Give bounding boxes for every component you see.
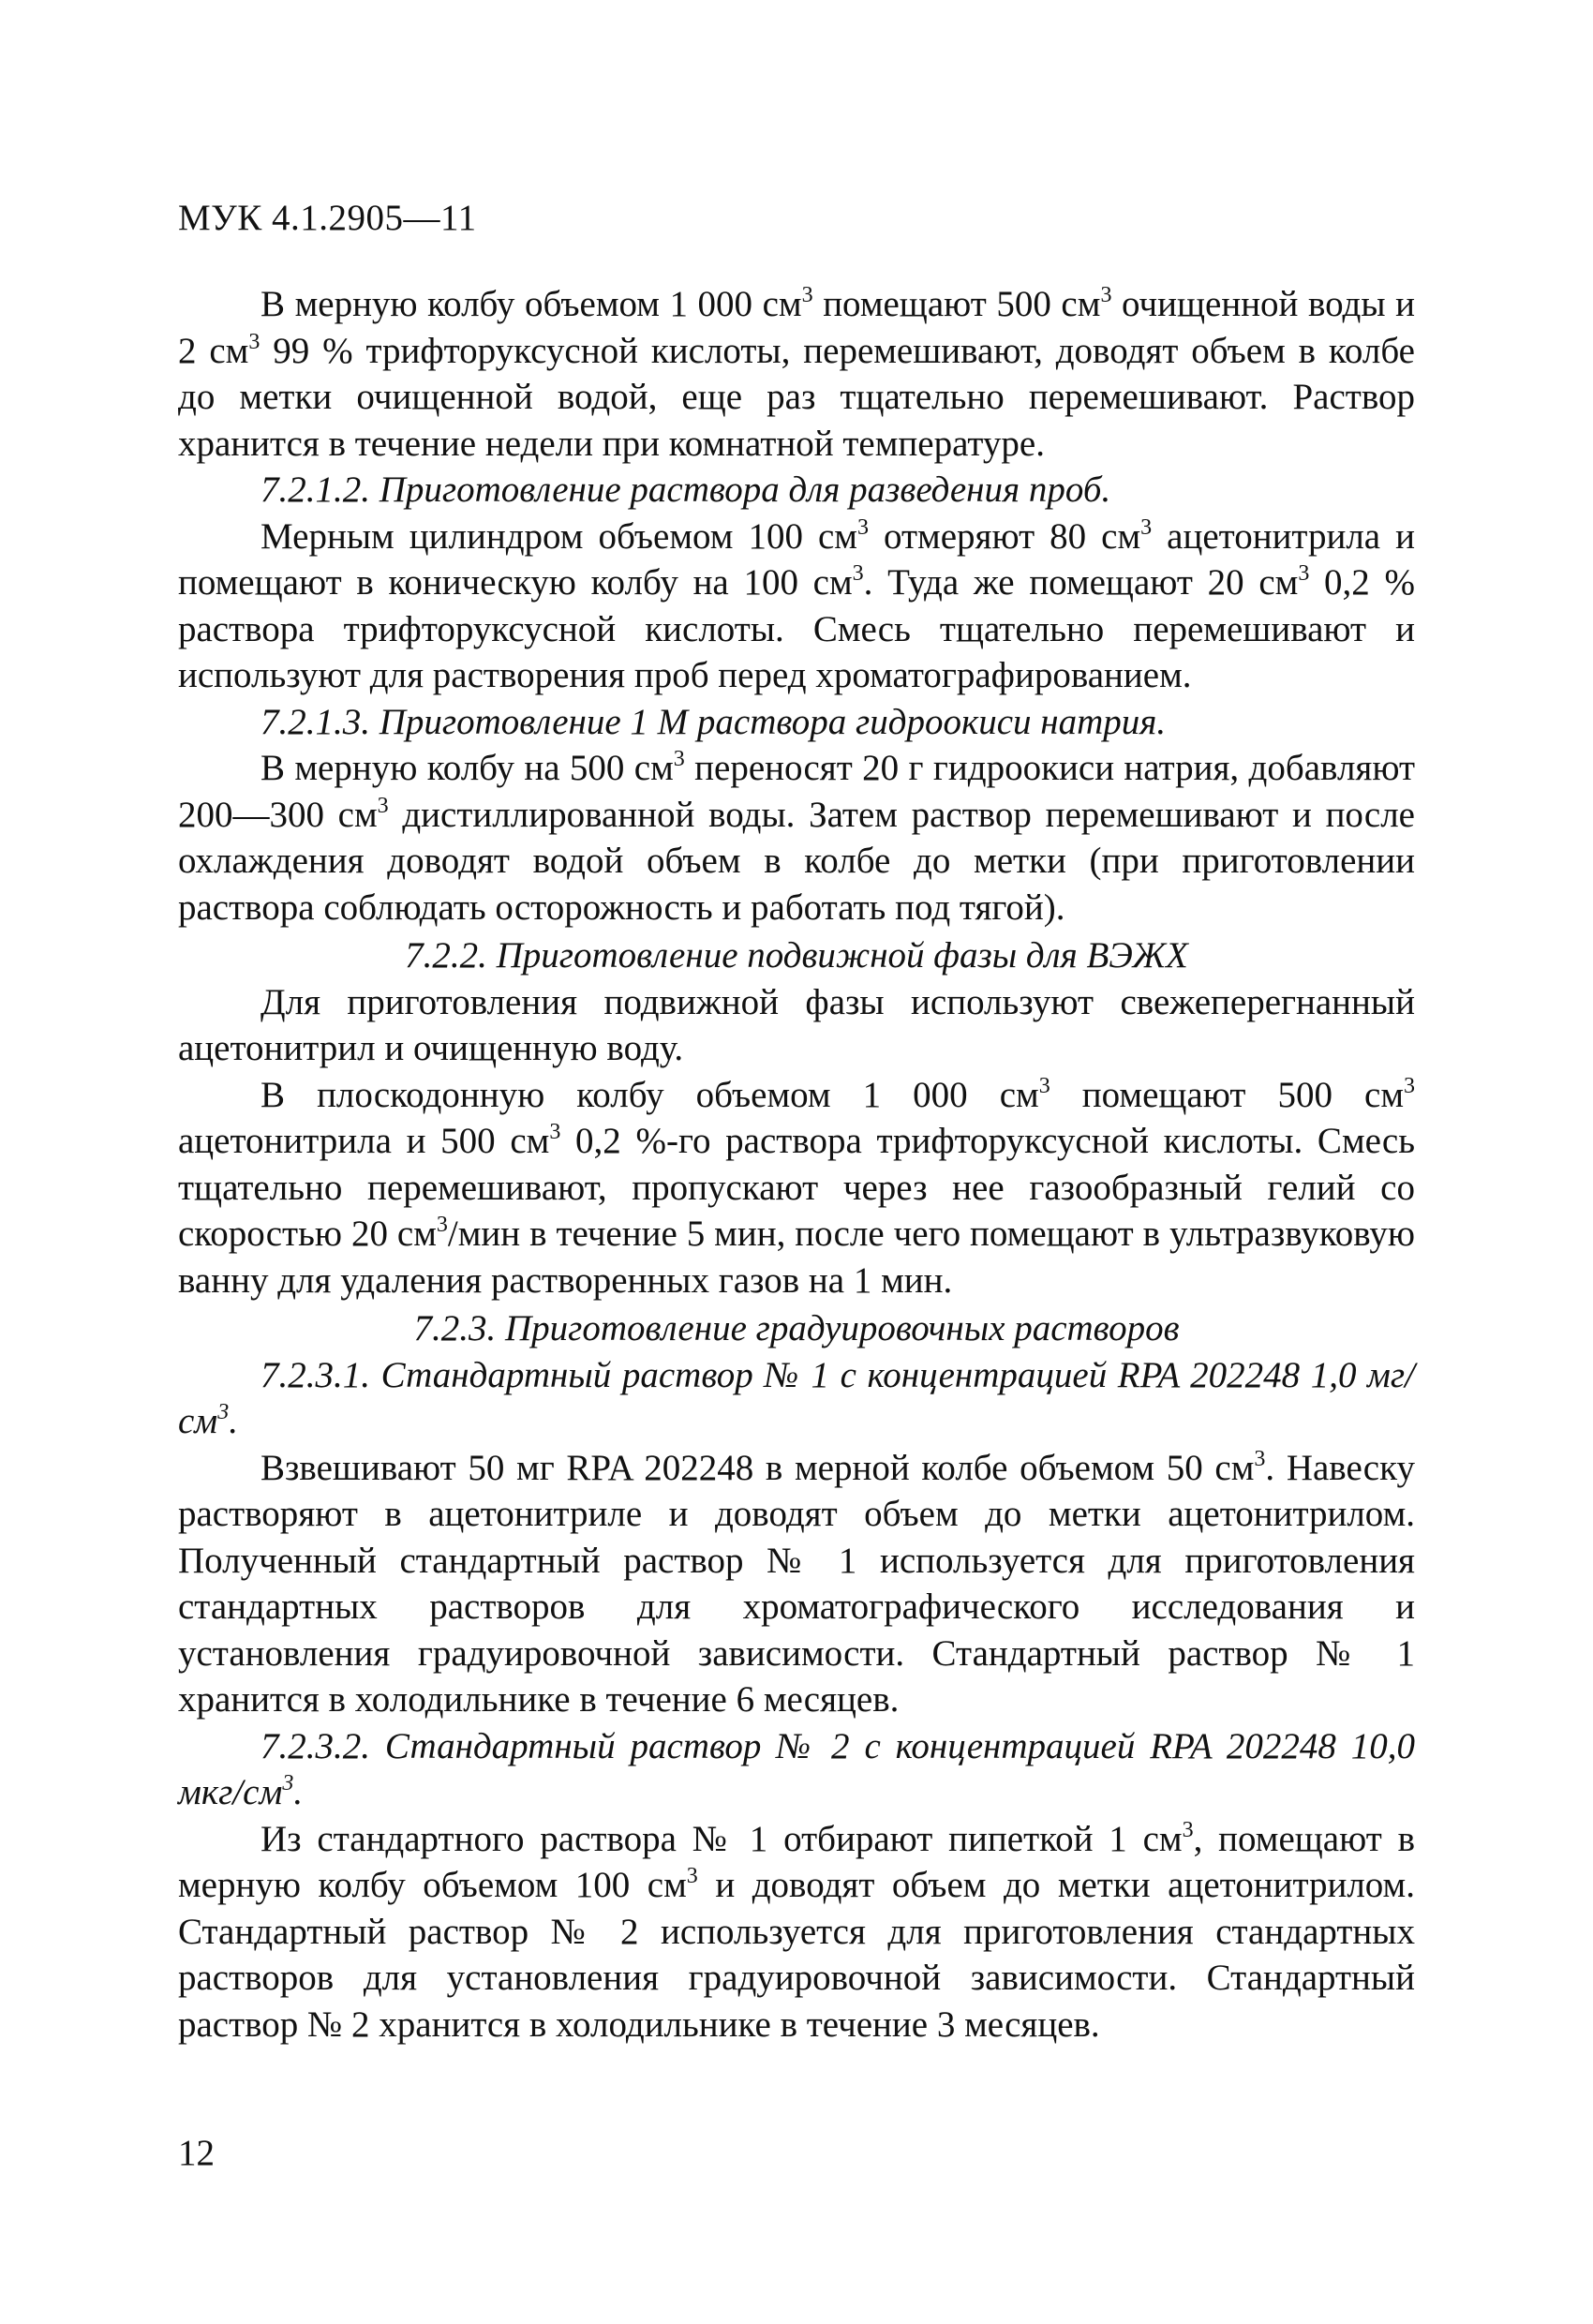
paragraph-standard-solution-2: Из стандартного раствора № 1 отбирают пипеткой 1 $см^3$, помещают в мерную колбу объемом 100 $см^3$ и доводят объем до метки ацетонитрилом. Стандартный раствор № 2 используется для приготовления стандартных растворов для установления градуировочной зависимости. Стандартный раствор № 2 хранится в холодильнике в течение 3 месяцев. <box>178 1817 1415 2045</box>
paragraph-flush-solution: В мерную колбу объемом 1 000 $см^3$ помещают 500 $см^3$ очищенной воды и 2 $см^3$ 99 % трифторуксусной кислоты, перемешивают, доводят объем в колбе до метки очищенной водой, еще раз тщательно перемешивают. Раствор хранится в течение недели при комнатной температуре. <box>178 283 1415 464</box>
document-body <box>178 281 1415 2048</box>
page-number: 12 <box>178 2133 215 2173</box>
superscript-3: 3 <box>282 1771 294 1795</box>
heading-7-2-3-2: 7.2.3.2. Стандартный раствор № 2 с концентрацией RPA 202248 10,0 мкг/$см^3$. <box>178 1725 1415 1812</box>
superscript-3: 3 <box>856 514 869 540</box>
superscript-3: 3 <box>1100 283 1112 307</box>
heading-7-2-1-3: 7.2.1.3. Приготовление 1 М раствора гидроокиси натрия. <box>261 701 1167 742</box>
paragraph-standard-solution-1: Взвешивают 50 мг RPA 202248 в мерной колбе объемом 50 $см^3$. Навеску растворяют в ацетонитриле и доводят объем до метки ацетонитрилом. Полученный стандартный раствор № 1 используется для приготовления стандартных растворов для хроматографического исследования и установления градуировочной зависимости. Стандартный раствор № 1 хранится в холодильнике в течение 6 месяцев. <box>178 1446 1415 1720</box>
superscript-3: 3 <box>801 283 813 307</box>
superscript-3: 3 <box>549 1120 561 1144</box>
superscript-3: 3 <box>248 329 261 354</box>
superscript-3: 3 <box>1182 1817 1194 1842</box>
paragraph-mobile-phase-intro: Для приготовления подвижной фазы используют свежеперегнанный ацетонитрил и очищенную воду. <box>178 981 1415 1068</box>
superscript-3: 3 <box>1140 514 1153 540</box>
heading-7-2-2: 7.2.2. Приготовление подвижной фазы для ВЭЖХ <box>405 935 1188 976</box>
document-code-header: МУК 4.1.2905—11 <box>178 198 477 238</box>
superscript-3: 3 <box>436 1213 448 1237</box>
superscript-3: 3 <box>1038 1073 1050 1098</box>
superscript-3: 3 <box>852 561 864 586</box>
superscript-3: 3 <box>1298 561 1310 586</box>
superscript-3: 3 <box>686 1864 698 1888</box>
superscript-3: 3 <box>377 793 389 818</box>
superscript-3: 3 <box>1254 1446 1266 1471</box>
heading-7-2-3: 7.2.3. Приготовление градуировочных растворов <box>413 1308 1180 1348</box>
superscript-3: 3 <box>217 1400 230 1424</box>
heading-7-2-1-2: 7.2.1.2. Приготовление раствора для разведения проб. <box>261 469 1111 510</box>
superscript-3: 3 <box>1404 1073 1415 1098</box>
heading-7-2-3-1: 7.2.3.1. Стандартный раствор № 1 с концентрацией RPA 202248 1,0 $мг/см^3$. <box>178 1354 1415 1441</box>
superscript-3: 3 <box>673 747 685 771</box>
paragraph-dilution-solution: Мерным цилиндром объемом 100 $см^3$ отмеряют 80 $см^3$ ацетонитрила и помещают в коническую колбу на 100 $см^3$. Туда же помещают 20 $см^3$ 0,2 % раствора трифторуксусной кислоты. Смесь тщательно перемешивают и используют для растворения проб перед хроматографированием. <box>178 514 1415 695</box>
paragraph-sodium-hydroxide: В мерную колбу на 500 $см^3$ переносят 20 г гидроокиси натрия, добавляют 200—300 $см^3$ дистиллированной воды. Затем раствор перемешивают и после охлаждения доводят водой объем в колбе до метки (при приготовлении раствора соблюдать осторожность и работать под тягой). <box>178 747 1416 928</box>
paragraph-mobile-phase-prep: В плоскодонную колбу объемом 1 000 $см^3$ помещают 500 $см^3$ ацетонитрила и 500 $см^3$ 0,2 %-го раствора трифторуксусной кислоты. Смесь тщательно перемешивают, пропускают через нее газообразный гелий со скоростью 20 $см^3$/мин в течение 5 мин, после чего помещают в ультразвуковую ванну для удаления растворенных газов на 1 мин. <box>178 1073 1415 1301</box>
